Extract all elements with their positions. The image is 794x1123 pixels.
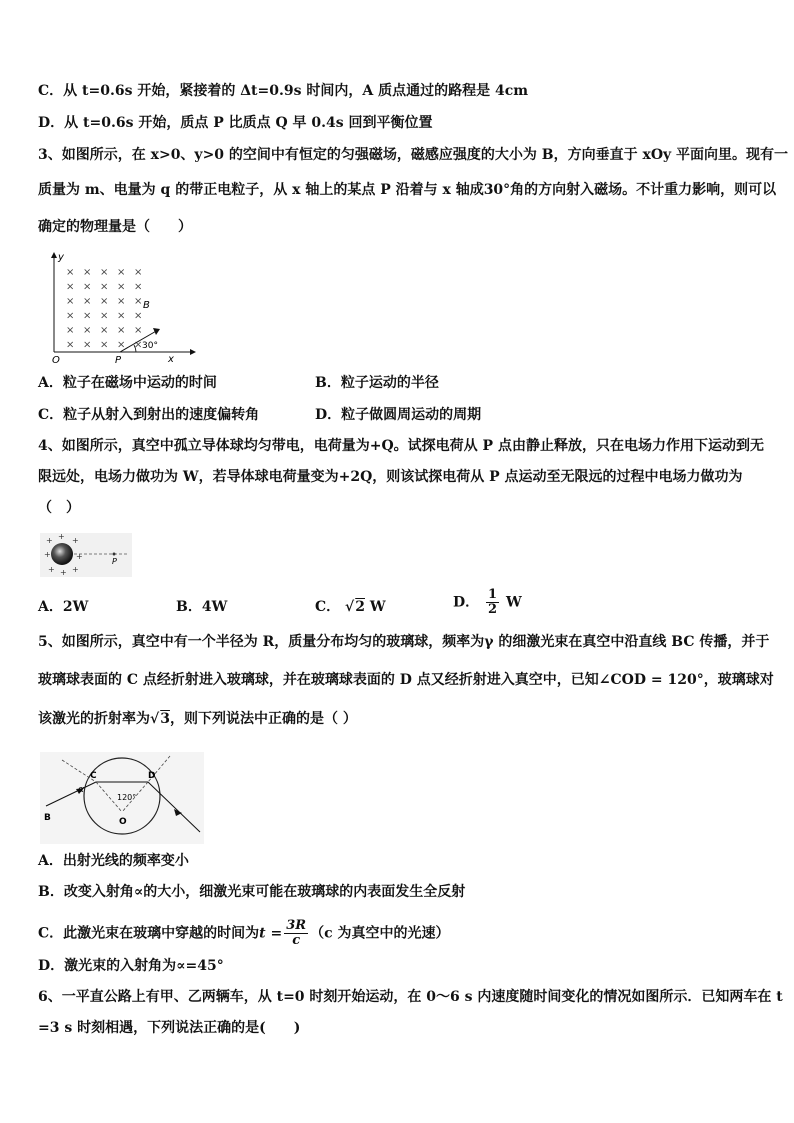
svg-text:+: + [72, 565, 79, 574]
field-cross-icon: × [66, 267, 75, 278]
q5-option-c [38, 919, 450, 948]
fig5-c-label: C [90, 771, 97, 781]
field-cross-icon: × [117, 267, 126, 278]
svg-text:+: + [72, 536, 79, 545]
svg-text:+: + [48, 565, 55, 574]
q4-option-d [453, 588, 522, 617]
fig5-angle-label: 120° [117, 793, 137, 802]
q4-option-c-unit: W [369, 599, 386, 615]
q5-option-b: B．改变入射角∝的大小，细激光束可能在玻璃球的内表面发生全反射 [38, 884, 466, 900]
field-cross-icon: × [100, 267, 109, 278]
q4-option-d-denominator: 2 [488, 602, 498, 617]
field-cross-icon: × [134, 281, 143, 293]
q3-option-d: D．粒子做圆周运动的周期 [315, 407, 482, 423]
field-cross-icon: × [100, 339, 109, 351]
q4-option-c-sqrt: √2 [345, 599, 365, 615]
q4-charged-sphere-figure [40, 533, 132, 577]
field-cross-icon: × [83, 310, 92, 322]
q5-option-d: D．激光束的入射角为∝=45° [38, 958, 224, 974]
field-cross-icon: × [134, 325, 143, 336]
q4-option-d-prefix: D． [453, 594, 480, 611]
svg-text:+: + [76, 552, 83, 561]
field-cross-icon: × [83, 267, 92, 278]
field-cross-icon: × [66, 281, 75, 293]
q5-option-c-suffix: （c 为真空中的光速） [310, 925, 450, 942]
q3-stem-line1: 3、如图所示，在 x>0、y>0 的空间中有恒定的匀强磁场，磁感应强度的大小为 B，方向垂直于 xOy 平面向里。现有一 [38, 147, 789, 163]
field-cross-icon: × [100, 296, 109, 307]
field-cross-icon: × [134, 339, 143, 351]
field-cross-icon: × [100, 325, 109, 336]
q6-stem-line2: =3 s 时刻相遇，下列说法正确的是( ) [38, 1020, 301, 1036]
q5-option-c-numerator: 3R [286, 918, 307, 933]
q4-option-d-fraction [486, 588, 499, 617]
q5-stem-line3-a: 该激光的折射率为 [38, 711, 150, 727]
q3-option-a: A．粒子在磁场中运动的时间 [38, 375, 217, 391]
q4-option-a: A．2W [38, 599, 89, 615]
q4-stem-line3: （ ） [38, 500, 80, 516]
fig3-p-label: P [115, 355, 122, 365]
field-cross-icon: × [66, 325, 75, 336]
q3-option-c: C．粒子从射入到射出的速度偏转角 [38, 407, 260, 423]
fig3-angle-label: 30° [142, 341, 158, 351]
q3-stem-line2: 质量为 m、电量为 q 的带正电粒子，从 x 轴上的某点 P 沿着与 x 轴成30°角的方向射入磁场。不计重力影响，则可以 [38, 182, 777, 198]
q4-option-d-unit: W [505, 594, 522, 611]
q3-option-b: B．粒子运动的半径 [315, 375, 439, 391]
svg-text:+: + [58, 533, 65, 541]
q4-option-c-radicand: 2 [355, 599, 365, 615]
fig5-alpha-label: α [78, 785, 84, 795]
field-cross-icon: × [66, 296, 75, 307]
q4-option-b: B．4W [176, 599, 228, 615]
svg-text:+: + [46, 536, 53, 545]
field-cross-icon: × [66, 310, 75, 322]
q5-option-c-t: t = [259, 925, 283, 942]
q4-option-c [315, 598, 386, 616]
q6-stem-line1: 6、一平直公路上有甲、乙两辆车，从 t=0 时刻开始运动，在 0～6 s 内速度随时间变化的情况如图所示．已知两车在 t [38, 989, 783, 1005]
q5-sqrt: √3 [150, 711, 170, 727]
field-cross-icon: × [117, 325, 126, 336]
field-cross-icon: × [83, 325, 92, 336]
field-cross-icon: × [134, 267, 143, 278]
fig5-d-label: D [148, 771, 156, 781]
field-cross-icon: × [83, 339, 92, 351]
q5-stem-line2: 玻璃球表面的 C 点经折射进入玻璃球，并在玻璃球表面的 D 点又经折射进入真空中，已知∠COD = 120°，玻璃球对 [38, 672, 774, 688]
q3-magnetic-field-figure [40, 250, 200, 365]
fig4-p-label: P [112, 557, 117, 566]
field-cross-icon: × [83, 281, 92, 293]
q5-option-c-fraction [284, 919, 308, 948]
q4-stem-line1: 4、如图所示，真空中孤立导体球均匀带电，电荷量为+Q。试探电荷从 P 点由静止释放，只在电场力作用下运动到无 [38, 438, 764, 454]
svg-text:+: + [44, 550, 51, 559]
field-cross-icon: × [117, 339, 126, 351]
q5-stem-line3 [38, 710, 357, 728]
q5-option-c-denominator: c [292, 933, 301, 948]
field-cross-icon: × [83, 296, 92, 307]
q5-option-a: A．出射光线的频率变小 [38, 853, 189, 869]
fig3-b-label: B [143, 300, 150, 311]
field-cross-icon: × [134, 310, 143, 322]
q4-option-d-numerator: 1 [488, 587, 498, 602]
q5-sqrt-radicand: 3 [160, 711, 170, 727]
q5-glass-sphere-figure [40, 752, 204, 844]
svg-text:+: + [60, 568, 67, 577]
field-cross-icon: × [66, 339, 75, 351]
q4-stem-line2: 限远处，电场力做功为 W，若导体球电荷量变为+2Q，则该试探电荷从 P 点运动至无限远的过程中电场力做功为 [38, 469, 743, 485]
fig3-y-label: y [58, 252, 64, 263]
fig5-o-label: O [119, 817, 127, 827]
field-cross-icon: × [117, 310, 126, 322]
field-cross-icon: × [100, 310, 109, 322]
q4-option-c-prefix: C． [315, 599, 341, 615]
q2-option-c: C．从 t=0.6s 开始，紧接着的 Δt=0.9s 时间内，A 质点通过的路程是 4cm [38, 83, 529, 99]
q3-stem-line3: 确定的物理量是（ ） [38, 219, 192, 235]
q5-stem-line1: 5、如图所示，真空中有一个半径为 R，质量分布均匀的玻璃球，频率为γ 的细激光束在真空中沿直线 BC 传播，并于 [38, 634, 770, 650]
q5-option-c-prefix: C．此激光束在玻璃中穿越的时间为 [38, 925, 260, 942]
field-cross-icon: × [100, 281, 109, 293]
fig5-b-label: B [44, 813, 51, 823]
q5-stem-line3-b: ，则下列说法中正确的是（ ） [169, 711, 357, 727]
field-cross-icon: × [117, 281, 126, 293]
fig3-x-label: x [168, 354, 174, 365]
field-cross-icon: × [134, 296, 143, 307]
fig3-o-label: O [52, 355, 60, 365]
field-cross-icon: × [117, 296, 126, 307]
q2-option-d: D．从 t=0.6s 开始，质点 P 比质点 Q 早 0.4s 回到平衡位置 [38, 115, 433, 131]
